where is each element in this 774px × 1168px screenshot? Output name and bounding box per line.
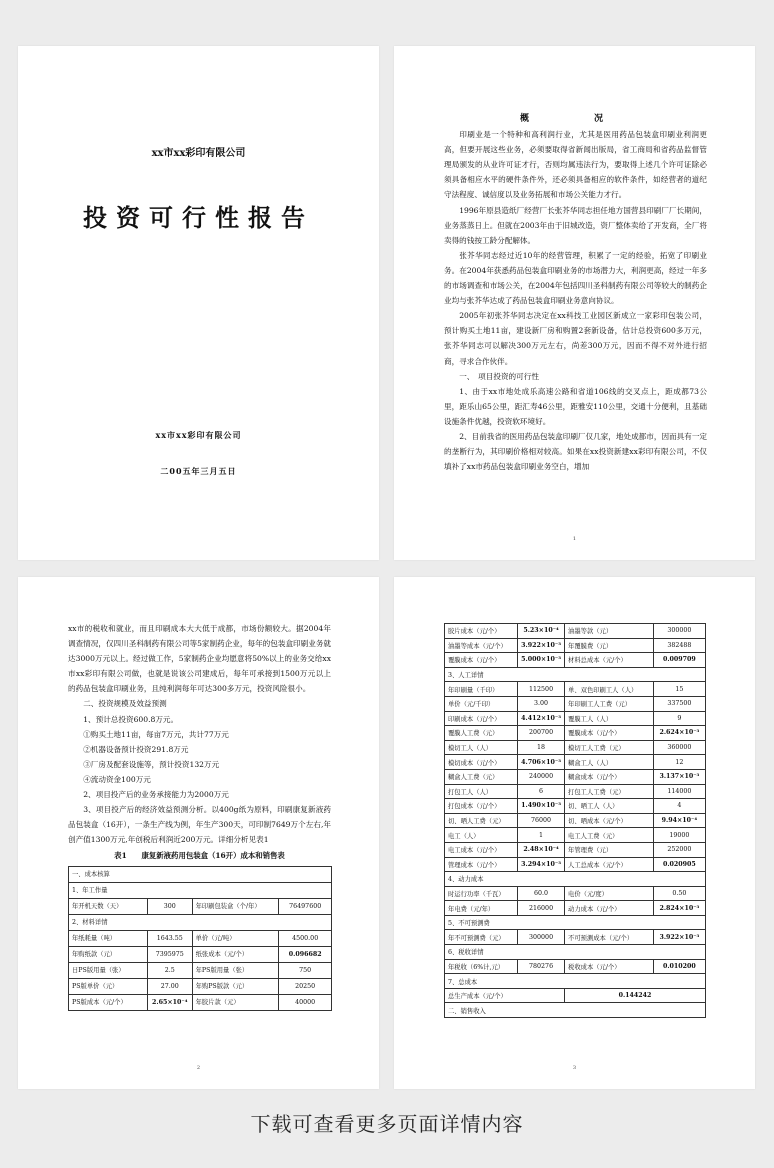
table-cell: 1、年工作量 — [69, 882, 332, 898]
table-cell: 2.824×10⁻³ — [653, 901, 705, 916]
table-cell: 管理成本（元/个） — [445, 857, 518, 872]
table-cell: 114000 — [653, 784, 705, 799]
table-row — [445, 726, 706, 741]
table-cell: 6 — [518, 784, 565, 799]
table-cell: 9 — [653, 711, 705, 726]
table-cell: 切、晒成本（元/个） — [565, 813, 654, 828]
table-row — [445, 711, 706, 726]
page-number: 2 — [196, 1065, 201, 1071]
table-row — [445, 667, 706, 682]
paragraph: 1996年原县造纸厂经营厂长张芥华同志担任地方国营县印刷厂厂长期间，业务蒸蒸日上。但就在2003年由于旧城改造，资厂整体卖给了开发商，全厂将卖得的钱按工龄分配解体。 — [444, 205, 707, 245]
cost-table — [68, 866, 332, 1012]
investment-body — [68, 621, 331, 1011]
table-row — [445, 974, 706, 989]
table-row — [445, 696, 706, 711]
table-row — [445, 682, 706, 697]
table-cell: 覆膜工人（人） — [565, 711, 654, 726]
table-cell: 电工成本（元/个） — [445, 842, 518, 857]
table-row — [69, 898, 332, 914]
table-cell: 5、不可预测费 — [445, 915, 706, 930]
table-cell: 覆膜人工费（元） — [445, 726, 518, 741]
table-cell: 200700 — [518, 726, 565, 741]
table-cell: 4500.00 — [279, 930, 332, 946]
table-cell: PS版成本（元/个） — [69, 995, 148, 1011]
table-cell: 5.23×10⁻⁴ — [518, 624, 565, 639]
table-cell: 7、总成本 — [445, 974, 706, 989]
table-row — [445, 842, 706, 857]
table-cell: 0.144242 — [565, 988, 706, 1003]
table-cell: 18 — [518, 740, 565, 755]
table-cell: 112500 — [518, 682, 565, 697]
table-cell: 二、销售收入 — [445, 1003, 706, 1018]
table-cell: 76497600 — [279, 898, 332, 914]
table-row — [445, 959, 706, 974]
table-row — [445, 930, 706, 945]
table-row — [445, 755, 706, 770]
cover-title: 投资可行性报告 — [83, 203, 314, 232]
table-cell: 2、材料详情 — [69, 914, 332, 930]
table-cell: 糊盒工人（人） — [565, 755, 654, 770]
table-cell: 3.00 — [518, 696, 565, 711]
list-item: ④流动资金100万元 — [83, 774, 151, 784]
table-cell: 覆膜成本（元/个） — [565, 726, 654, 741]
table-row — [445, 740, 706, 755]
table-cell: 年胶片款（元） — [192, 995, 279, 1011]
table-cell: 216000 — [518, 901, 565, 916]
table-cell: 总生产成本（元/个） — [445, 988, 565, 1003]
table-cell: 1 — [518, 828, 565, 843]
table-cell: 打包工人（人） — [445, 784, 518, 799]
section-heading: 一、 项目投资的可行性 — [459, 371, 539, 381]
table-caption: 表1 康复新液药用包装盒（16开）成本和销售表 — [114, 851, 285, 861]
table-cell: 300 — [147, 898, 192, 914]
table-cell: 4.706×10⁻³ — [518, 755, 565, 770]
table-cell: 0.009709 — [653, 653, 705, 668]
table-cell: 糊盒人工费（元） — [445, 769, 518, 784]
section-heading: 二、投资规模及效益预测 — [83, 699, 167, 709]
table-cell: 3.137×10⁻³ — [653, 769, 705, 784]
cover-company-name: xx市xx彩印有限公司 — [151, 148, 246, 159]
table-cell: 12 — [653, 755, 705, 770]
table-cell: 年PS版用量（张） — [192, 963, 279, 979]
paragraph: 印刷业是一个特种和高利润行业，尤其是医用药品包装盒印刷业利润更高，但要开展这些业务，必须要取得省新闻出版局，省工商局和省药品监督管理局颁发的从业许可证才行，否则均属违法行为，要取得上述几个许可证除必须具备相应水平的硬件条件外，还必须具备相应的软件条件，如经营者的道纪守法程度、诚信度以及业务拓展和市场公关能力才行。 — [444, 130, 707, 200]
table-cell: 240000 — [518, 769, 565, 784]
table-cell: 单、双色印刷工人（人） — [565, 682, 654, 697]
table-cell: 打包成本（元/个） — [445, 799, 518, 814]
table-cell: 单价（元/千印） — [445, 696, 518, 711]
table-row — [69, 979, 332, 995]
cost-table-continued — [444, 623, 706, 1018]
table-cell: 税收成本（元/个） — [565, 959, 654, 974]
list-item: ①购买土地11亩，每亩7万元，共计77万元 — [83, 729, 229, 739]
table-row — [445, 857, 706, 872]
list-item: 1、预计总投资600.8万元。 — [83, 714, 179, 724]
table-cell: 切、晒工人（人） — [565, 799, 654, 814]
table-row — [69, 963, 332, 979]
table-row — [69, 930, 332, 946]
paragraph: 3、项目投产后的经济效益预测分析。以400g纸为原料，印刷康复新液药品包装盒（16开），一条生产线为例，年生产300天，可印制7649万个左右,年创产值1300万元,年创税后利润近200万元。详细分析见表1 — [68, 805, 331, 845]
table-cell: 0.50 — [653, 886, 705, 901]
table-cell: 20250 — [279, 979, 332, 995]
table-cell: 0.096682 — [279, 946, 332, 962]
table-cell: 电价（元/度） — [565, 886, 654, 901]
table-cell: 年印刷包装盒（个/年） — [192, 898, 279, 914]
paragraph: 2、目前我省的医用药品包装盒印刷厂仅几家，地处成都市，因而具有一定的垄断行为，其印刷价格相对较高。如果在xx投资新建xx彩印有限公司，不仅填补了xx市药品包装盒印刷业务空白，增加 — [444, 431, 708, 472]
paragraph: 张芥华同志经过近10年的经营管理，积累了一定的经验，拓宽了印刷业务。在2004年获悉药品包装盒印刷业务的市场潜力大，利润更高，经过一年多的市场调查和市场公关，在2004年包括四川圣科制药有限公司等较大的制药企业均与张芥华达成了药品包装盒印刷业务意向协议。 — [444, 250, 707, 306]
table-cell: 人工总成本（元/个） — [565, 857, 654, 872]
table-row — [445, 624, 706, 639]
table-cell: 年纸耗量（吨） — [69, 930, 148, 946]
overview-heading: 概 况 — [519, 114, 631, 124]
table-cell: 5.000×10⁻³ — [518, 653, 565, 668]
table-cell: 动力成本（元/个） — [565, 901, 654, 916]
table-cell: 300000 — [653, 624, 705, 639]
table-row — [69, 946, 332, 962]
table-cell: 年购PS版款（元） — [192, 979, 279, 995]
table-cell: 1.490×10⁻³ — [518, 799, 565, 814]
table-row — [445, 945, 706, 960]
cost-table-page — [394, 577, 755, 1089]
table-cell: 3.922×10⁻³ — [653, 930, 705, 945]
table-row — [69, 914, 332, 930]
table-cell: 6、税收详情 — [445, 945, 706, 960]
table-cell: 2.624×10⁻³ — [653, 726, 705, 741]
table-cell: 337500 — [653, 696, 705, 711]
table-cell: 27.00 — [147, 979, 192, 995]
table-cell: 纸张成本（元/个） — [192, 946, 279, 962]
table-cell: 年不可预测费（元） — [445, 930, 518, 945]
table-cell: 年印刷量（千印） — [445, 682, 518, 697]
table-cell: 252000 — [653, 842, 705, 857]
table-cell: 3、人工详情 — [445, 667, 706, 682]
table-cell: 3.922×10⁻³ — [518, 638, 565, 653]
table-cell: 7395975 — [147, 946, 192, 962]
table-cell: 年管理费（元） — [565, 842, 654, 857]
table-cell: PS版单价（元） — [69, 979, 148, 995]
table-cell: 3.294×10⁻³ — [518, 857, 565, 872]
table-cell: 单价（元/吨） — [192, 930, 279, 946]
table-cell: 电工（人） — [445, 828, 518, 843]
table-row — [69, 995, 332, 1011]
table-cell: 日PS版用量（张） — [69, 963, 148, 979]
table-cell: 糊盒成本（元/个） — [565, 769, 654, 784]
cover-date: 二00五年三月五日 — [160, 466, 237, 476]
overview-body — [444, 112, 707, 474]
paragraph: 2005年初张芥华同志决定在xx科技工业园区新成立一家彩印包装公司，预计购买土地11亩，建设新厂房和购置2套新设备，估计总投资600多万元，张芥华同志可以解决300万元左右，尚差300万元，因而不得不对外进行招商，寻求合作伙伴。 — [444, 311, 707, 366]
table-cell: 19000 — [653, 828, 705, 843]
table-cell: 1643.55 — [147, 930, 192, 946]
table-row — [445, 886, 706, 901]
table-cell: 覆膜成本（元/个） — [445, 653, 518, 668]
table-row — [69, 882, 332, 898]
table-cell: 年电费（元/年） — [445, 901, 518, 916]
overview-page — [394, 46, 755, 560]
cover-page — [18, 46, 379, 560]
download-prompt: 下载可查看更多页面详情内容 — [250, 1112, 524, 1136]
table-cell: 4、动力成本 — [445, 872, 706, 887]
table-cell: 电工人工费（元） — [565, 828, 654, 843]
table-cell: 2.5 — [147, 963, 192, 979]
table-cell: 打包工人工费（元） — [565, 784, 654, 799]
page-number: 3 — [572, 1065, 577, 1071]
table-cell: 年税收（6%计,元） — [445, 959, 518, 974]
table-row — [69, 866, 332, 882]
paragraph: xx市的税收和就业，而且印刷成本大大低于成都，市场份额较大。据2004年调查情况，仅四川圣科制药有限公司等5家制药企业，每年的包装盒印刷业务就达3000万元以上。经过做工作，5家制药企业均愿意将50%以上的业务交给xx市xx彩印有限公司做，也就是说该公司建成后，每年可承接到1500万元以上的药品包装盒印刷业务，且纯利润每年可达300多万元，投资风险很小。 — [68, 624, 332, 694]
table-cell: 模切成本（元/个） — [445, 755, 518, 770]
table-cell: 材料总成本（元/个） — [565, 653, 654, 668]
table-cell: 胶片成本（元/个） — [445, 624, 518, 639]
table-row — [445, 988, 706, 1003]
table-cell: 年购纸款（元） — [69, 946, 148, 962]
table-cell: 15 — [653, 682, 705, 697]
list-item: ③厂房及配套设施等，预计投资132万元 — [83, 759, 220, 769]
table-row — [445, 1003, 706, 1018]
list-item: 2、项目投产后的业务承接能力为2000万元 — [83, 790, 229, 800]
table-cell: 4.412×10⁻³ — [518, 711, 565, 726]
table-cell: 360000 — [653, 740, 705, 755]
cover-company-bottom: xx市xx彩印有限公司 — [155, 430, 242, 440]
table-row — [445, 901, 706, 916]
table-cell: 0.010200 — [653, 959, 705, 974]
table-row — [445, 638, 706, 653]
table-cell: 不可预测成本（元/个） — [565, 930, 654, 945]
table-cell: 2.48×10⁻⁴ — [518, 842, 565, 857]
table-cell: 9.94×10⁻⁴ — [653, 813, 705, 828]
table-row — [445, 915, 706, 930]
investment-page — [18, 577, 379, 1089]
table-cell: 0.020905 — [653, 857, 705, 872]
table-cell: 切、晒人工费（元） — [445, 813, 518, 828]
table-row — [445, 872, 706, 887]
table-cell: 年覆膜费（元） — [565, 638, 654, 653]
table-cell: 750 — [279, 963, 332, 979]
table-row — [445, 769, 706, 784]
table-cell: 60.0 — [518, 886, 565, 901]
page-number: 1 — [572, 536, 577, 542]
list-item: ②机器设备预计投资291.8万元 — [83, 744, 189, 754]
table-wrapper — [444, 623, 706, 1018]
table-row — [445, 828, 706, 843]
table-row — [445, 653, 706, 668]
table-row — [445, 813, 706, 828]
table-cell: 382488 — [653, 638, 705, 653]
table-cell: 年开机天数（天） — [69, 898, 148, 914]
table-cell: 年印刷工人工费（元） — [565, 696, 654, 711]
paragraph: 1、由于xx市地处成乐高速公路和省道106线的交叉点上，距成都73公里，距乐山65公里，距汇寿46公里，距雅安110公里，交通十分便利，且基础设施条件优越，投资软环境好。 — [444, 386, 707, 426]
table-cell: 40000 — [279, 995, 332, 1011]
table-cell: 76000 — [518, 813, 565, 828]
table-row — [445, 784, 706, 799]
table-row — [445, 799, 706, 814]
table-cell: 模切工人工费（元） — [565, 740, 654, 755]
table-cell: 油墨等成本（元/个） — [445, 638, 518, 653]
table-cell: 2.65×10⁻⁴ — [147, 995, 192, 1011]
table-cell: 一、成本核算 — [69, 866, 332, 882]
table-cell: 时运行功率（千瓦） — [445, 886, 518, 901]
table-cell: 模切工人（人） — [445, 740, 518, 755]
table-cell: 4 — [653, 799, 705, 814]
table-cell: 780276 — [518, 959, 565, 974]
table-cell: 油墨等款（元） — [565, 624, 654, 639]
table-cell: 印刷成本（元/个） — [445, 711, 518, 726]
table-cell: 300000 — [518, 930, 565, 945]
